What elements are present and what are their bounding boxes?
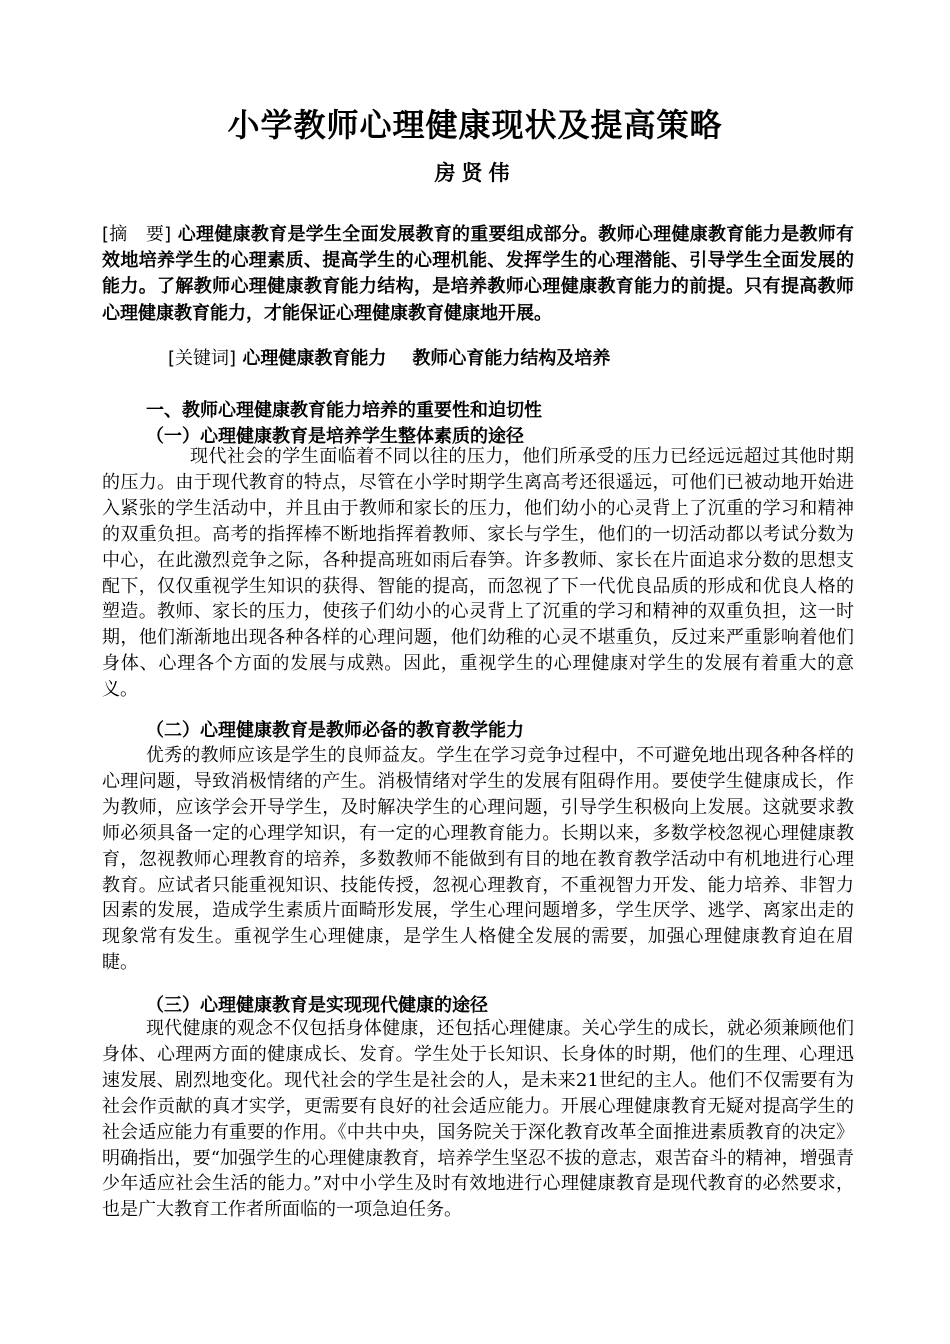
subsection-heading: （二）心理健康教育是教师必备的教育教学能力 — [146, 720, 524, 741]
keyword-item: 教师心育能力结构及培养 — [412, 348, 611, 369]
abstract-text: 心理健康教育是学生全面发展教育的重要组成部分。教师心理健康教育能力是教师有效地培养学生的心理素质、提高学生的心理机能、发挥学生的心理潜能、引导学生全面发展的能力。了解教师心理健康教育能力结构，是培养教师心理健康教育能力的前提。只有提高教师心理健康教育能力，才能保证心理健康教育健康地开展。 — [102, 224, 854, 324]
abstract-label: [摘 要] — [102, 224, 172, 245]
keywords-label: [关键词] — [168, 348, 237, 369]
body-paragraph: 现代社会的学生面临着不同以往的压力，他们所承受的压力已经远远超过其他时期的压力。由于现代教育的特点，尽管在小学时期学生离高考还很遥远，可他们已被动地开始进入紧张的学生活动中，并且由于教师和家长的压力，他们幼小的心灵背上了沉重的学习和精神的双重负担。高考的指挥棒不断地指挥着教师、家长与学生，他们的一切活动都以考试分数为中心，在此激烈竞争之际，各种提高班如雨后春笋。许多教师、家长在片面追求分数的思想支配下，仅仅重视学生知识的获得、智能的提高，而忽视了下一代优良品质的形成和优良人格的塑造。教师、家长的压力，使孩子们幼小的心灵背上了沉重的学习和精神的双重负担，这一时期，他们渐渐地出现各种各样的心理问题，他们幼稚的心灵不堪重负，反过来严重影响着他们身体、心理各个方面的发展与成熟。因此，重视学生的心理健康对学生的发展有着重大的意义。 — [102, 446, 854, 701]
keywords — [168, 346, 610, 372]
document-title: 小学教师心理健康现状及提高策略 — [227, 106, 723, 144]
body-paragraph: 优秀的教师应该是学生的良师益友。学生在学习竞争过程中，不可避免地出现各种各样的心理问题，导致消极情绪的产生。消极情绪对学生的发展有阻碍作用。要使学生健康成长，作为教师，应该学会开导学生，及时解决学生的心理问题，引导学生积极向上发展。这就要求教师必须具备一定的心理学知识，有一定的心理教育能力。长期以来，多数学校忽视心理健康教育，忽视教师心理教育的培养，多数教师不能做到有目的地在教育教学活动中有机地进行心理教育。应试者只能重视知识、技能传授，忽视心理教育，不重视智力开发、能力培养、非智力因素的发展，造成学生素质片面畸形发展，学生心理问题增多，学生厌学、逃学、离家出走的现象常有发生。重视学生心理健康，是学生人格健全发展的需要，加强心理健康教育迫在眉睫。 — [102, 745, 854, 974]
abstract — [102, 222, 854, 327]
author-name: 房贤伟 — [434, 161, 516, 185]
subsection-heading: （一）心理健康教育是培养学生整体素质的途径 — [146, 426, 524, 447]
section-heading: 一、教师心理健康教育能力培养的重要性和迫切性 — [146, 400, 542, 421]
keyword-item: 心理健康教育能力 — [242, 348, 387, 369]
subsection-heading: （三）心理健康教育是实现现代健康的途径 — [146, 995, 488, 1016]
body-paragraph: 现代健康的观念不仅包括身体健康，还包括心理健康。关心学生的成长，就必须兼顾他们身体、心理两方面的健康成长、发育。学生处于长知识、长身体的时期，他们的生理、心理迅速发展、剧烈地变化。现代社会的学生是社会的人，是未来21世纪的主人。他们不仅需要有为社会作贡献的真才实学，更需要有良好的社会适应能力。开展心理健康教育无疑对提高学生的社会适应能力有重要的作用。《中共中央，国务院关于深化教育改革全面推进素质教育的决定》明确指出，要“加强学生的心理健康教育，培养学生坚忍不拔的意志，艰苦奋斗的精神，增强青少年适应社会生活的能力。”对中小学生及时有效地进行心理健康教育是现代教育的必然要求，也是广大教育工作者所面临的一项急迫任务。 — [102, 1018, 854, 1221]
